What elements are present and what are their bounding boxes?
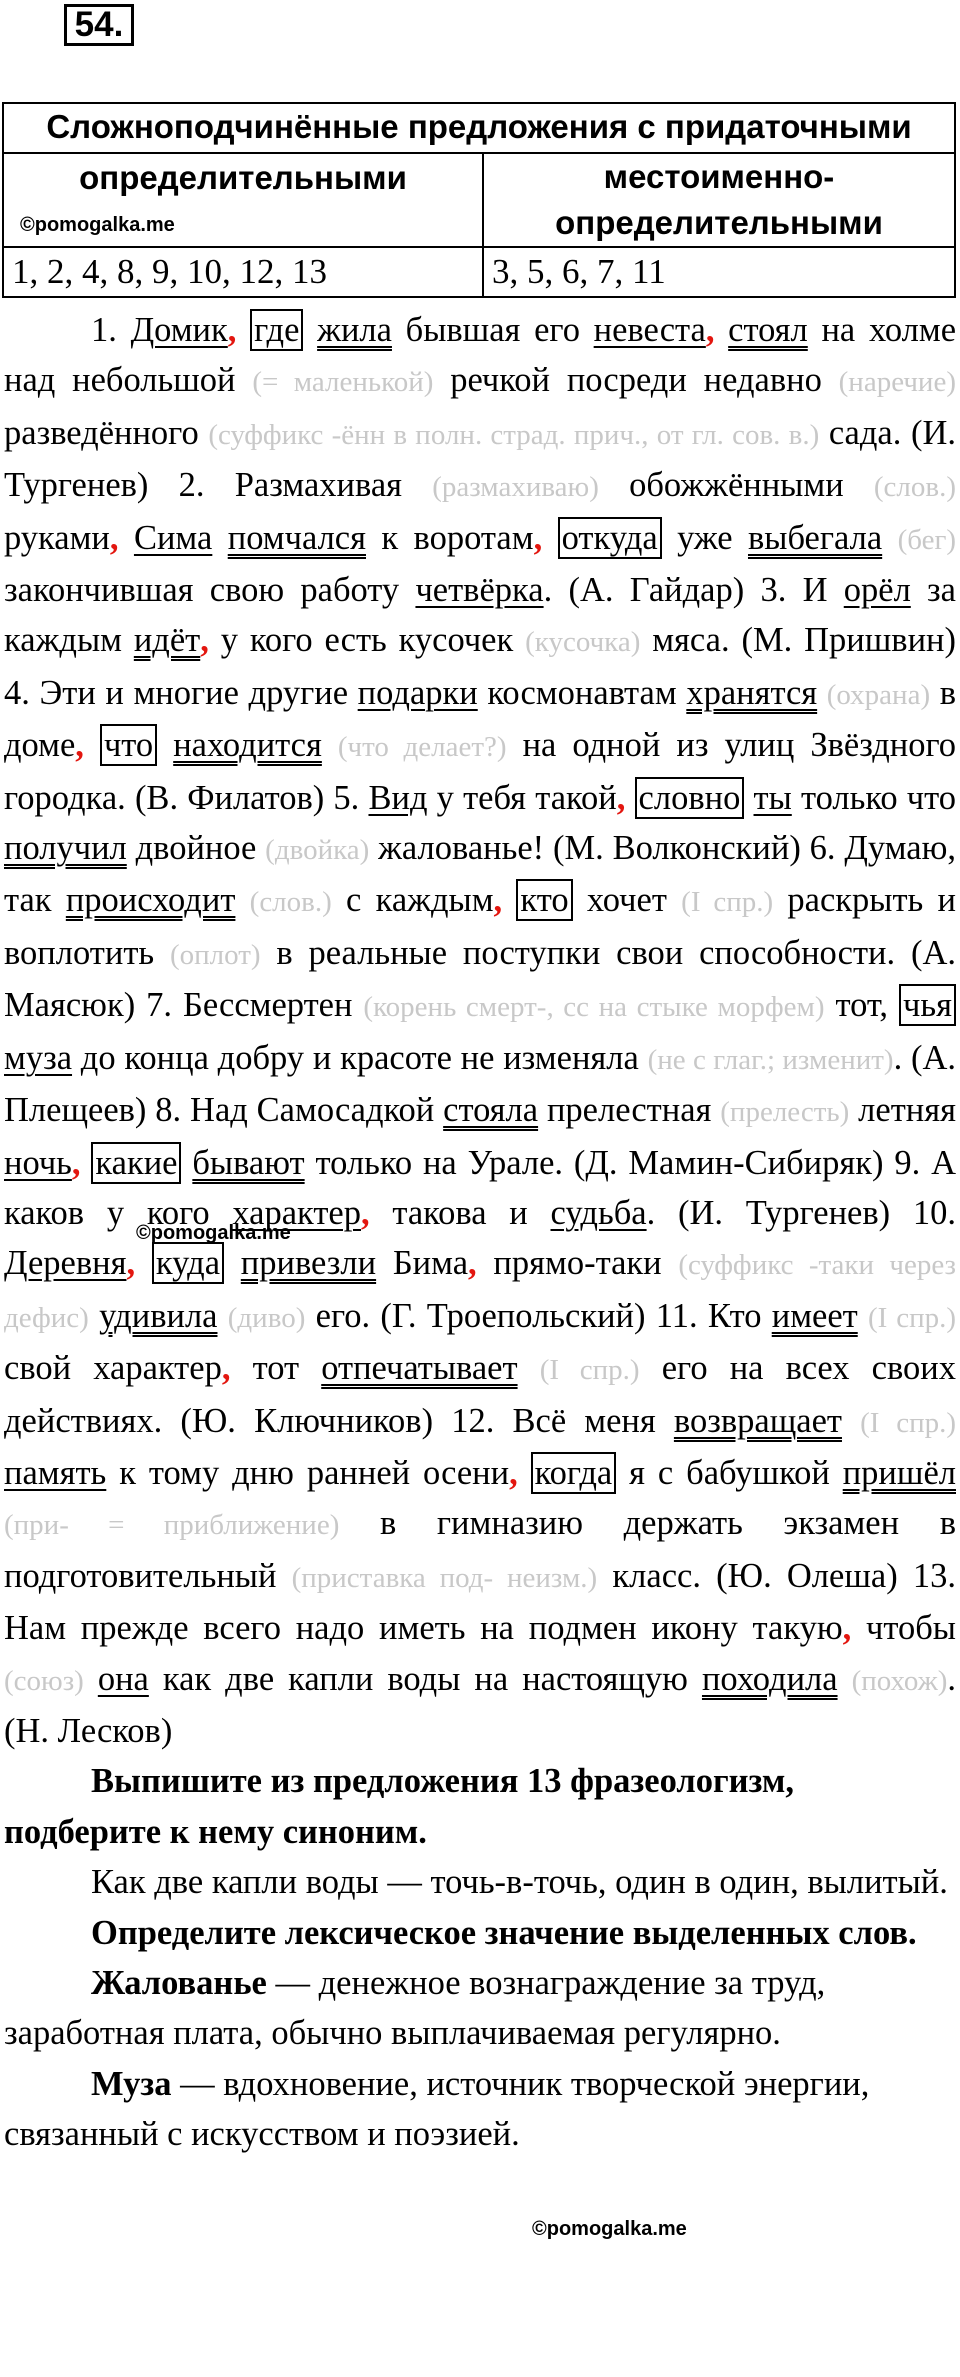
connective-word: когда [531,1452,617,1494]
hint-note: (I спр.) [868,1301,957,1334]
hint-note: (I спр.) [860,1406,957,1439]
connective-word: кто [516,879,572,921]
hint-note: (кусочка) [525,626,641,659]
connective-word: что [100,724,157,766]
hint-note: (что делает?) [337,731,507,764]
hint-note: (бег) [897,523,957,556]
table-col2-title [483,153,955,247]
task1-answer: Как две капли воды — точь-в-точь, один в один, вылитый. [91,1863,948,1902]
table-col1-values: 1, 2, 4, 8, 9, 10, 12, 13 [3,247,483,297]
connective-word: чья [899,984,956,1026]
hint-note: (суффикс -таки через дефис) [4,1249,957,1334]
task1-question: Выпишите из предложения 13 фразеологизм, подберите к нему синоним. [4,1762,795,1851]
connective-word: какие [91,1142,181,1184]
connective-word: где [250,309,303,351]
hint-note: (I спр.) [681,886,774,919]
watermark-3: ©pomogalka.me [532,2218,687,2240]
def2-term: Муза [91,2064,172,2103]
watermark-2: ©pomogalka.me [136,1222,291,1244]
watermark: ©pomogalka.me [20,214,175,236]
hint-note: (размахиваю) [432,471,599,504]
hint-note: (диво) [227,1301,306,1334]
sentence-classification-table [2,102,956,298]
table-header: Сложноподчинённые предложения с придаточными [3,103,955,153]
connective-word: откуда [558,517,662,559]
table-col1-title [3,153,483,247]
hint-note: (наречие) [838,366,956,399]
hint-note: (слов.) [249,886,332,919]
def2-text: — вдохновение, источник творческой энергии, связанный с искусством и поэзией. [4,2064,870,2154]
hint-note: (суффикс -ённ в полн. страд. прич., от гл. сов. в.) [208,418,820,451]
hint-note: (приставка под- неизм.) [291,1561,598,1594]
col2-title-line1: местоименно- [603,158,835,195]
hint-note: (корень смерт-, сс на стыке морфем) [363,991,825,1024]
connective-word: словно [635,777,745,819]
hint-note: (похож) [851,1664,948,1697]
hint-note: (двойка) [265,834,370,867]
def1-term: Жалованье [91,1964,267,2002]
hint-note: (не с глаг.; изменит) [647,1043,894,1076]
hint-note: (при- = приближение) [4,1509,340,1542]
def1-text: — денежное вознаграждение за труд, заработная плата, обычно выплачиваемая регулярно. [4,1964,826,2053]
col1-title-text: определительными [79,159,407,196]
table-col2-values: 3, 5, 6, 7, 11 [483,247,955,297]
main-text: 1. Домик, где жила бывшая его невеста, стоял на холме над небольшой (= маленькой) речкой посреди недавно (наречие) разведённого (суффикс -ённ в полн. страд. прич., от гл. сов. в.) сада. (И. Тургенев) 2. Размахивая (размахиваю) обожжёнными (слов.) руками, Сима помчался к воротам, откуда уже выбегала (бег) закончившая свою работу четвёрка. (А. Гайдар) 3. И орёл за каждым идёт, у кого есть кусочек (кусочка) мяса. (М. Пришвин) 4. Эти и многие другие подарки космонавтам хранятся (охрана) в доме, что находится (что делает?) на одной из улиц Звёздного городка. (В. Филатов) 5. Вид у тебя такой, словно ты только что получил двойное (двойка) жалованье! (М. Волконский) 6. Думаю, так происходит (слов.) с каждым, кто хочет (I спр.) раскрыть и воплотить (оплот) в реальные поступки свои способности. (А. Маясюк) 7. Бессмертен (корень смерт-, сс на стыке морфем) тот, чья муза до конца добру и красоте не изменяла (не с глаг.; изменит). (А. Плещеев) 8. Над Самосадкой стояла прелестная (прелесть) летняя ночь, какие бывают только на Урале. (Д. Мамин-Сибиряк) 9. А каков у кого характер, такова и судьба. (И. Тургенев) 10. Деревня, куда привезли Бима, прямо-таки (суффикс -таки через дефис) удивила (диво) его. (Г. Троепольский) 11. Кто имеет (I спр.) свой характер, тот отпечатывает (I спр.) его на всех своих действиях. (Ю. Ключников) 12. Всё меня возвращает (I спр.) память к тому дню ранней осени, когда я с бабушкой пришёл (при- = приближение) в гимназию держать экзамен в подготовительный (приставка под- неизм.) класс. (Ю. Олеша) 13. Нам прежде всего надо иметь на подмен икону такую, чтобы (союз) она как две капли воды на настоящую походила (похож). (Н. Лесков) [4,311,957,1750]
hint-note: (оплот) [169,938,261,971]
connective-word: куда [152,1242,224,1284]
hint-note: (охрана) [826,678,931,711]
definition-muza [4,2059,956,2160]
definition-zhalovanye [4,1958,956,2059]
hint-note: (слов.) [873,471,956,504]
hint-note: (союз) [4,1664,84,1697]
exercise-number: 54. [64,4,134,46]
task2-question: Определите лексическое значение выделенных слов. [91,1913,917,1952]
hint-note: (= маленькой) [252,366,434,399]
col2-title-line2: определительными [555,204,883,241]
hint-note: (I спр.) [539,1354,640,1387]
hint-note: (прелесть) [720,1096,850,1129]
